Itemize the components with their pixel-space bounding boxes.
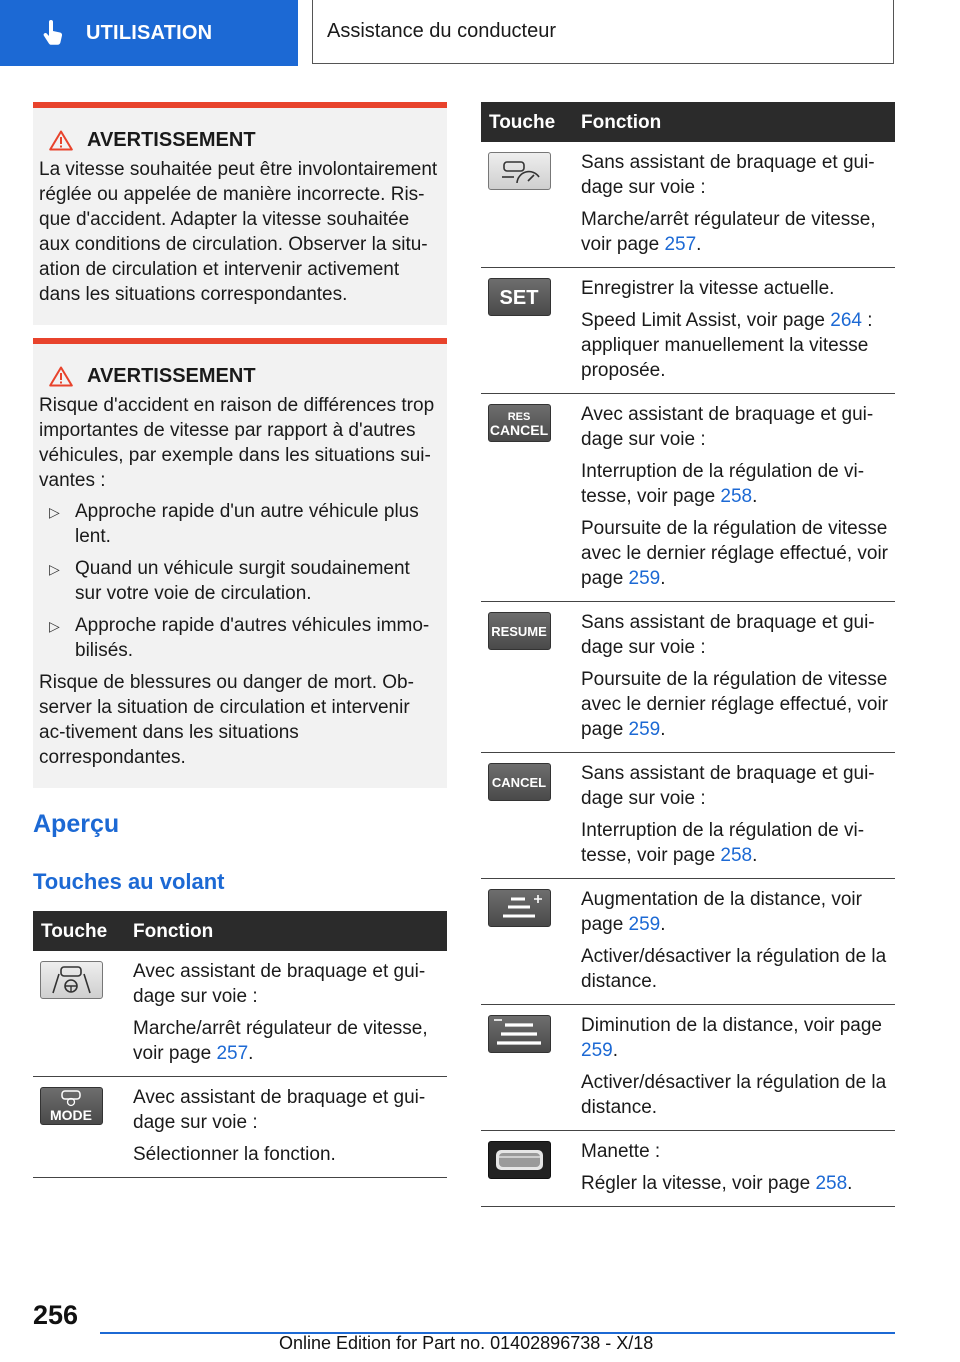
function-cell <box>125 951 447 1077</box>
key-cell <box>481 602 573 753</box>
cancel-button-icon <box>488 763 551 801</box>
function-text: Avec assistant de braquage et gui-dage sur voie : <box>133 961 426 1007</box>
warning-triangle-icon <box>49 366 73 387</box>
table-row <box>481 1131 895 1207</box>
function-cell <box>573 753 895 879</box>
page-link[interactable]: 259 <box>628 914 661 935</box>
res-cancel-button-icon <box>488 404 551 442</box>
list-item: ▷ Approche rapide d'un autre véhicule plus lent. <box>49 501 419 547</box>
hand-pointer-icon <box>40 20 66 46</box>
page-link[interactable]: 259 <box>628 719 661 740</box>
warning-title <box>49 128 439 153</box>
header-function: Fonction <box>125 911 447 951</box>
function-cell <box>573 394 895 602</box>
mode-button-icon <box>40 1087 103 1125</box>
cruise-control-icon <box>488 152 551 190</box>
page-link[interactable]: 264 <box>830 310 862 331</box>
subsection-title: Touches au volant <box>33 869 225 894</box>
warning-title <box>49 364 439 389</box>
function-cell <box>125 1077 447 1178</box>
function-text: Speed Limit Assist, voir page 264 : appliquer manuellement la vitesse proposée. <box>581 310 873 381</box>
svg-text:CANCEL: CANCEL <box>489 422 549 438</box>
page-link[interactable]: 258 <box>720 486 753 507</box>
warning-intro: Risque d'accident en raison de différences trop importantes de vitesse par rapport à d'autres véhicules, par exemple dans les situations sui-vantes : <box>39 395 435 491</box>
table-row <box>481 602 895 753</box>
warning-title-text: AVERTISSEMENT <box>87 365 256 387</box>
table-row <box>481 268 895 394</box>
function-text: Enregistrer la vitesse actuelle. <box>581 278 835 299</box>
table-row <box>481 1005 895 1131</box>
distance-increase-icon <box>488 889 551 927</box>
key-cell <box>481 394 573 602</box>
table-row <box>33 951 447 1077</box>
function-text: Avec assistant de braquage et gui-dage sur voie : <box>581 404 874 450</box>
list-item: ▷ Quand un véhicule surgit soudainement sur votre voie de circulation. <box>49 558 410 604</box>
warning-triangle-icon <box>49 130 73 151</box>
warning-list <box>39 499 439 663</box>
table-row <box>33 1077 447 1178</box>
table-row <box>481 879 895 1005</box>
section-label: UTILISATION <box>86 21 213 44</box>
list-item: ▷ Approche rapide d'autres véhicules immo-bilisés. <box>49 615 430 661</box>
left-column <box>33 102 447 1178</box>
key-cell <box>33 951 125 1077</box>
function-text: Sans assistant de braquage et gui-dage sur voie : <box>581 612 875 658</box>
right-function-table <box>481 102 895 1207</box>
triangle-bullet-icon: ▷ <box>49 618 60 634</box>
left-function-table <box>33 911 447 1178</box>
function-cell <box>573 879 895 1005</box>
footer-edition: Online Edition for Part no. 01402896738 - X/18 <box>279 1333 654 1353</box>
warning-body: La vitesse souhaitée peut être involontairement réglée ou appelée de manière incorrecte. Ris-que d'accident. Adapter la vitesse souhaitée aux conditions de circulation. Observer la situ-ation de circulation et intervenir activement dans les situations correspondantes. <box>39 159 438 305</box>
chapter-header <box>312 0 894 64</box>
function-cell <box>573 1005 895 1131</box>
function-text: Sans assistant de braquage et gui-dage sur voie : <box>581 763 875 809</box>
function-text: Activer/désactiver la régulation de la distance. <box>581 1072 887 1118</box>
warning-outro: Risque de blessures ou danger de mort. Ob-server la situation de circulation et intervenir ac-tivement dans les situations correspondantes. <box>39 672 414 768</box>
warning-box-2 <box>33 338 447 788</box>
table-row <box>481 394 895 602</box>
header-key: Touche <box>481 102 573 142</box>
key-cell <box>481 142 573 268</box>
function-text: Sans assistant de braquage et gui-dage sur voie : <box>581 152 875 198</box>
svg-text:RES: RES <box>507 411 531 423</box>
function-cell <box>573 602 895 753</box>
warning-box-1 <box>33 102 447 325</box>
function-text: Marche/arrêt régulateur de vitesse, voir page 257. <box>581 209 876 255</box>
function-text: Poursuite de la régulation de vitesse avec le dernier réglage effectué, voir page 259. <box>581 669 888 740</box>
function-text: Activer/désactiver la régulation de la distance. <box>581 946 887 992</box>
page-link[interactable]: 257 <box>216 1043 249 1064</box>
function-text: Marche/arrêt régulateur de vitesse, voir page 257. <box>133 1018 428 1064</box>
function-cell <box>573 268 895 394</box>
triangle-bullet-icon: ▷ <box>49 561 60 577</box>
function-text: Interruption de la régulation de vi-tesse, voir page 258. <box>581 820 865 866</box>
function-text: Régler la vitesse, voir page 258. <box>581 1173 853 1194</box>
rocker-switch-icon <box>488 1141 551 1179</box>
table-row <box>481 142 895 268</box>
header-key: Touche <box>33 911 125 951</box>
chapter-title: Assistance du conducteur <box>327 20 557 42</box>
function-cell <box>573 142 895 268</box>
key-cell <box>33 1077 125 1178</box>
page-link[interactable]: 258 <box>815 1173 848 1194</box>
table-row <box>481 753 895 879</box>
svg-text:SET: SET <box>499 287 539 309</box>
svg-text:CANCEL: CANCEL <box>491 775 547 790</box>
triangle-bullet-icon: ▷ <box>49 504 60 520</box>
page-number: 256 <box>33 1300 79 1330</box>
page-link[interactable]: 259 <box>628 568 661 589</box>
page-link[interactable]: 259 <box>581 1040 613 1061</box>
function-text: Diminution de la distance, voir page 259. <box>581 1015 883 1061</box>
steering-assist-icon <box>40 961 103 999</box>
distance-decrease-icon <box>488 1015 551 1053</box>
function-text: Interruption de la régulation de vi-tesse, voir page 258. <box>581 461 865 507</box>
key-cell <box>481 879 573 1005</box>
key-cell <box>481 1005 573 1131</box>
function-text: Manette : <box>581 1141 661 1162</box>
warning-title-text: AVERTISSEMENT <box>87 129 256 151</box>
function-text: Augmentation de la distance, voir page 259. <box>581 889 862 935</box>
key-cell <box>481 268 573 394</box>
section-title: Aperçu <box>33 810 120 838</box>
header-function: Fonction <box>573 102 895 142</box>
page-link[interactable]: 258 <box>720 845 753 866</box>
page-link[interactable]: 257 <box>664 234 697 255</box>
resume-button-icon <box>488 612 551 650</box>
function-text: Poursuite de la régulation de vitesse avec le dernier réglage effectué, voir page 259. <box>581 518 888 589</box>
function-text: Avec assistant de braquage et gui-dage sur voie : <box>133 1087 426 1133</box>
key-cell <box>481 753 573 879</box>
section-tab <box>0 0 298 66</box>
function-text: Sélectionner la fonction. <box>133 1144 336 1165</box>
svg-text:MODE: MODE <box>50 1107 92 1123</box>
svg-text:RESUME: RESUME <box>491 624 547 639</box>
set-button-icon <box>488 278 551 316</box>
function-cell <box>573 1131 895 1207</box>
right-column <box>481 102 895 1207</box>
key-cell <box>481 1131 573 1207</box>
